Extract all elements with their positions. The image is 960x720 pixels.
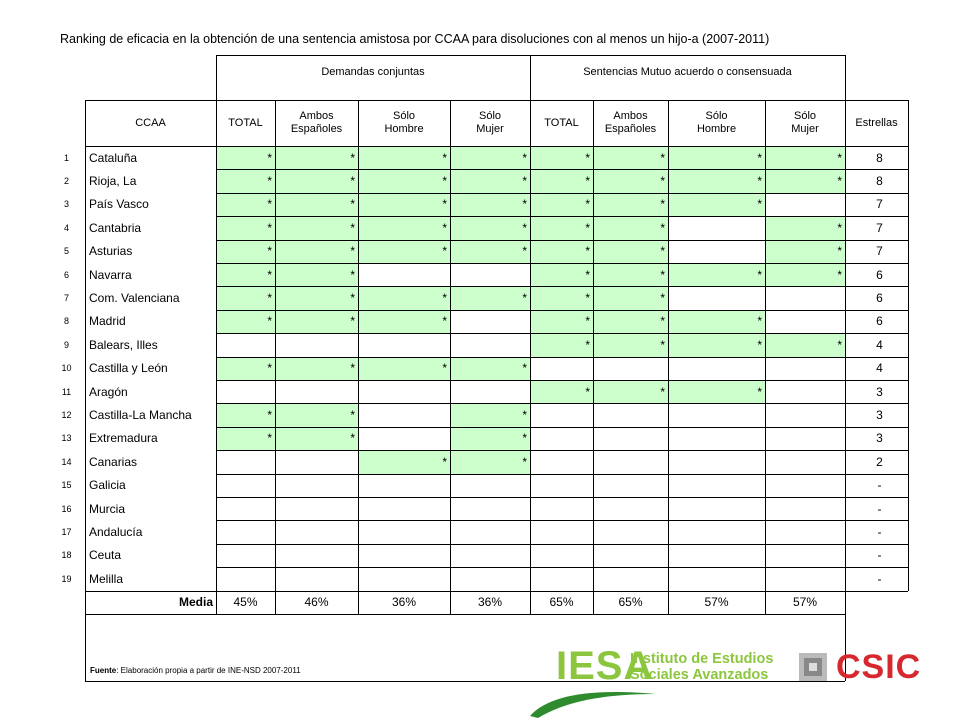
- star-mark: *: [350, 314, 355, 329]
- stars-count: -: [877, 525, 882, 540]
- grid-line: [216, 286, 908, 287]
- grid-line: [530, 100, 531, 146]
- star-mark: *: [267, 314, 272, 329]
- stars-count: 7: [876, 244, 883, 259]
- star-mark: *: [522, 220, 527, 235]
- iesa-name-line1: Instituto de Estudios: [630, 651, 774, 667]
- media-value: 45%: [233, 595, 258, 610]
- star-mark: *: [442, 314, 447, 329]
- stars-count: 3: [876, 431, 883, 446]
- column-header-dc_hombre: Sólo Hombre: [384, 110, 424, 135]
- media-value: 65%: [618, 595, 643, 610]
- stars-count: 3: [876, 384, 883, 399]
- star-mark: *: [442, 150, 447, 165]
- rank-number: 12: [61, 410, 72, 421]
- column-header-dc_total: TOTAL: [228, 116, 263, 129]
- page-title: Ranking de eficacia en la obtención de una sentencia amistosa por CCAA para disoluciones con al menos un hijo-a (2007-2011): [60, 32, 770, 46]
- star-mark: *: [350, 431, 355, 446]
- star-mark: *: [660, 267, 665, 282]
- rank-number: 11: [61, 386, 72, 397]
- stars-count: 4: [876, 337, 883, 352]
- star-mark: *: [267, 220, 272, 235]
- star-mark: *: [757, 384, 762, 399]
- star-mark: *: [442, 244, 447, 259]
- star-mark: *: [267, 291, 272, 306]
- grid-line: [216, 146, 217, 591]
- grid-line: [216, 591, 217, 614]
- grid-line: [765, 146, 766, 591]
- grid-line: [668, 100, 669, 146]
- region-name: Rioja, La: [89, 174, 137, 189]
- grid-line: [216, 333, 908, 334]
- star-mark: *: [522, 431, 527, 446]
- star-mark: *: [837, 150, 842, 165]
- stars-count: 2: [876, 454, 883, 469]
- star-mark: *: [350, 174, 355, 189]
- grid-line: [216, 100, 217, 146]
- media-value: 65%: [549, 595, 574, 610]
- rank-number: 14: [61, 456, 72, 467]
- column-header-sm_total: TOTAL: [544, 116, 579, 129]
- media-value: 57%: [704, 595, 729, 610]
- column-header-estrellas: Estrellas: [855, 116, 898, 129]
- grid-line: [216, 240, 908, 241]
- rank-number: 16: [61, 503, 72, 514]
- grid-line: [358, 146, 359, 591]
- region-name: Andalucía: [89, 525, 143, 540]
- grid-line: [765, 100, 766, 146]
- rank-number: 2: [63, 176, 69, 187]
- grid-line: [216, 591, 908, 592]
- rank-number: 9: [63, 339, 69, 350]
- media-value: 36%: [391, 595, 417, 610]
- region-name: Canarias: [89, 454, 138, 469]
- stars-count: 7: [876, 197, 883, 212]
- grid-line: [85, 100, 908, 101]
- grid-line: [450, 100, 451, 146]
- grid-line: [668, 146, 669, 591]
- star-mark: *: [585, 267, 590, 282]
- grid-line: [593, 100, 594, 146]
- grid-line: [908, 100, 909, 146]
- stars-count: 3: [876, 408, 883, 423]
- column-header-sm_ambos: Ambos Españoles: [604, 110, 657, 135]
- region-name: Cantabria: [89, 220, 142, 235]
- star-mark: *: [267, 361, 272, 376]
- star-mark: *: [757, 174, 762, 189]
- grid-line: [216, 357, 908, 358]
- star-mark: *: [350, 267, 355, 282]
- grid-line: [358, 591, 359, 614]
- grid-line: [358, 100, 359, 146]
- star-mark: *: [757, 150, 762, 165]
- star-mark: *: [660, 220, 665, 235]
- iesa-mark: IESA: [556, 644, 654, 688]
- star-mark: *: [757, 197, 762, 212]
- star-mark: *: [660, 314, 665, 329]
- rank-number: 19: [61, 573, 72, 584]
- csic-mark: CSIC: [836, 648, 922, 686]
- rank-number: 15: [61, 480, 72, 491]
- star-mark: *: [522, 150, 527, 165]
- grid-line: [216, 380, 908, 381]
- grid-line: [275, 100, 276, 146]
- stars-count: -: [877, 501, 882, 516]
- star-mark: *: [660, 291, 665, 306]
- grid-line: [593, 146, 594, 591]
- stars-count: -: [877, 478, 882, 493]
- star-mark: *: [267, 267, 272, 282]
- region-name: Asturias: [89, 244, 133, 259]
- rank-number: 1: [63, 152, 69, 163]
- rank-number: 3: [63, 199, 69, 210]
- star-mark: *: [585, 291, 590, 306]
- grid-line: [845, 146, 846, 591]
- star-mark: *: [442, 174, 447, 189]
- star-mark: *: [267, 408, 272, 423]
- star-mark: *: [350, 244, 355, 259]
- star-mark: *: [585, 174, 590, 189]
- star-mark: *: [522, 174, 527, 189]
- grid-line: [450, 146, 451, 591]
- region-name: Madrid: [89, 314, 126, 329]
- star-mark: *: [660, 337, 665, 352]
- grid-line: [216, 567, 908, 568]
- media-value: 46%: [304, 595, 329, 610]
- star-mark: *: [585, 197, 590, 212]
- stars-count: 4: [876, 361, 883, 376]
- star-mark: *: [660, 197, 665, 212]
- region-name: País Vasco: [89, 197, 149, 212]
- csic-logo: [796, 648, 926, 688]
- csic-emblem-icon: [796, 650, 830, 684]
- star-mark: *: [267, 431, 272, 446]
- grid-line: [216, 544, 908, 545]
- grid-line: [845, 100, 846, 146]
- star-mark: *: [442, 454, 447, 469]
- star-mark: *: [837, 337, 842, 352]
- star-mark: *: [350, 150, 355, 165]
- source-text: : Elaboración propia a partir de INE-NSD 2007-2011: [116, 666, 301, 675]
- column-header-sm_hombre: Sólo Hombre: [696, 110, 737, 135]
- star-mark: *: [442, 361, 447, 376]
- star-mark: *: [585, 244, 590, 259]
- grid-line: [765, 591, 766, 614]
- media-value: 36%: [477, 595, 503, 610]
- rank-number: 10: [61, 363, 72, 374]
- grid-line: [216, 474, 908, 475]
- star-mark: *: [350, 220, 355, 235]
- grid-line: [275, 146, 276, 591]
- grid-line: [216, 216, 908, 217]
- region-name: Castilla y León: [89, 361, 168, 376]
- star-mark: *: [522, 361, 527, 376]
- star-mark: *: [350, 291, 355, 306]
- star-mark: *: [585, 150, 590, 165]
- iesa-name-line2: Sociales Avanzados: [630, 667, 769, 683]
- stars-count: 8: [876, 150, 883, 165]
- star-mark: *: [660, 174, 665, 189]
- star-mark: *: [585, 337, 590, 352]
- region-name: Murcia: [89, 501, 126, 516]
- region-name: Galicia: [89, 478, 126, 493]
- star-mark: *: [350, 408, 355, 423]
- rank-number: 13: [61, 433, 72, 444]
- star-mark: *: [837, 267, 842, 282]
- column-header-ccaa: CCAA: [135, 116, 166, 129]
- grid-line: [668, 591, 669, 614]
- stars-count: 7: [876, 220, 883, 235]
- region-name: Aragón: [89, 384, 128, 399]
- star-mark: *: [660, 244, 665, 259]
- star-mark: *: [585, 220, 590, 235]
- rank-number: 18: [61, 550, 72, 561]
- grid-line: [216, 403, 908, 404]
- media-value: 57%: [792, 595, 818, 610]
- rank-number: 6: [63, 269, 69, 280]
- star-mark: *: [442, 291, 447, 306]
- rank-number: 8: [63, 316, 69, 327]
- star-mark: *: [267, 244, 272, 259]
- region-name: Castilla-La Mancha: [89, 408, 192, 423]
- stars-count: 8: [876, 174, 883, 189]
- grid-line: [85, 100, 86, 591]
- grid-line: [216, 450, 908, 451]
- star-mark: *: [442, 220, 447, 235]
- star-mark: *: [660, 150, 665, 165]
- grid-line: [216, 310, 908, 311]
- star-mark: *: [350, 361, 355, 376]
- star-mark: *: [585, 384, 590, 399]
- stars-count: 6: [876, 291, 883, 306]
- grid-line: [216, 427, 908, 428]
- star-mark: *: [522, 454, 527, 469]
- star-mark: *: [837, 220, 842, 235]
- star-mark: *: [522, 408, 527, 423]
- rank-number: 4: [63, 222, 69, 233]
- grid-line: [216, 520, 908, 521]
- grid-line: [85, 614, 845, 615]
- star-mark: *: [522, 291, 527, 306]
- group-header-demandas: Demandas conjuntas: [321, 66, 425, 78]
- grid-line: [530, 591, 531, 614]
- star-mark: *: [837, 244, 842, 259]
- column-header-dc_ambos: Ambos Españoles: [290, 110, 343, 135]
- region-name: Melilla: [89, 571, 124, 586]
- iesa-swoosh-icon: [528, 686, 658, 720]
- grid-line: [530, 146, 531, 591]
- grid-line: [450, 591, 451, 614]
- grid-line: [216, 193, 908, 194]
- source-footnote: [90, 666, 301, 675]
- grid-line: [908, 146, 909, 591]
- rank-number: 7: [63, 293, 69, 304]
- region-name: Cataluña: [89, 150, 138, 165]
- stars-count: 6: [876, 314, 883, 329]
- stars-count: -: [877, 571, 882, 586]
- column-header-dc_mujer: Sólo Mujer: [476, 110, 504, 135]
- grid-line: [216, 497, 908, 498]
- rank-number: 17: [61, 527, 72, 538]
- star-mark: *: [442, 197, 447, 212]
- star-mark: *: [757, 337, 762, 352]
- grid-line: [216, 263, 908, 264]
- grid-line: [593, 591, 594, 614]
- region-name: Balears, Illes: [89, 337, 158, 352]
- grid-line: [85, 591, 86, 681]
- star-mark: *: [757, 314, 762, 329]
- grid-line: [85, 146, 908, 147]
- star-mark: *: [522, 197, 527, 212]
- stars-count: 6: [876, 267, 883, 282]
- grid-line: [216, 169, 908, 170]
- star-mark: *: [837, 174, 842, 189]
- grid-line: [275, 591, 276, 614]
- stars-count: -: [877, 548, 882, 563]
- grid-line: [85, 591, 216, 592]
- star-mark: *: [660, 384, 665, 399]
- star-mark: *: [522, 244, 527, 259]
- region-name: Navarra: [89, 267, 132, 282]
- star-mark: *: [267, 150, 272, 165]
- star-mark: *: [267, 174, 272, 189]
- media-label: Media: [178, 595, 213, 610]
- source-label: Fuente: [90, 666, 117, 675]
- star-mark: *: [350, 197, 355, 212]
- group-header-sentencias: Sentencias Mutuo acuerdo o consensuada: [583, 66, 792, 78]
- rank-number: 5: [63, 246, 69, 257]
- region-name: Com. Valenciana: [89, 291, 180, 306]
- star-mark: *: [267, 197, 272, 212]
- region-name: Extremadura: [89, 431, 158, 446]
- column-header-sm_mujer: Sólo Mujer: [791, 110, 819, 135]
- star-mark: *: [585, 314, 590, 329]
- star-mark: *: [757, 267, 762, 282]
- region-name: Ceuta: [89, 548, 122, 563]
- grid-line: [845, 591, 846, 614]
